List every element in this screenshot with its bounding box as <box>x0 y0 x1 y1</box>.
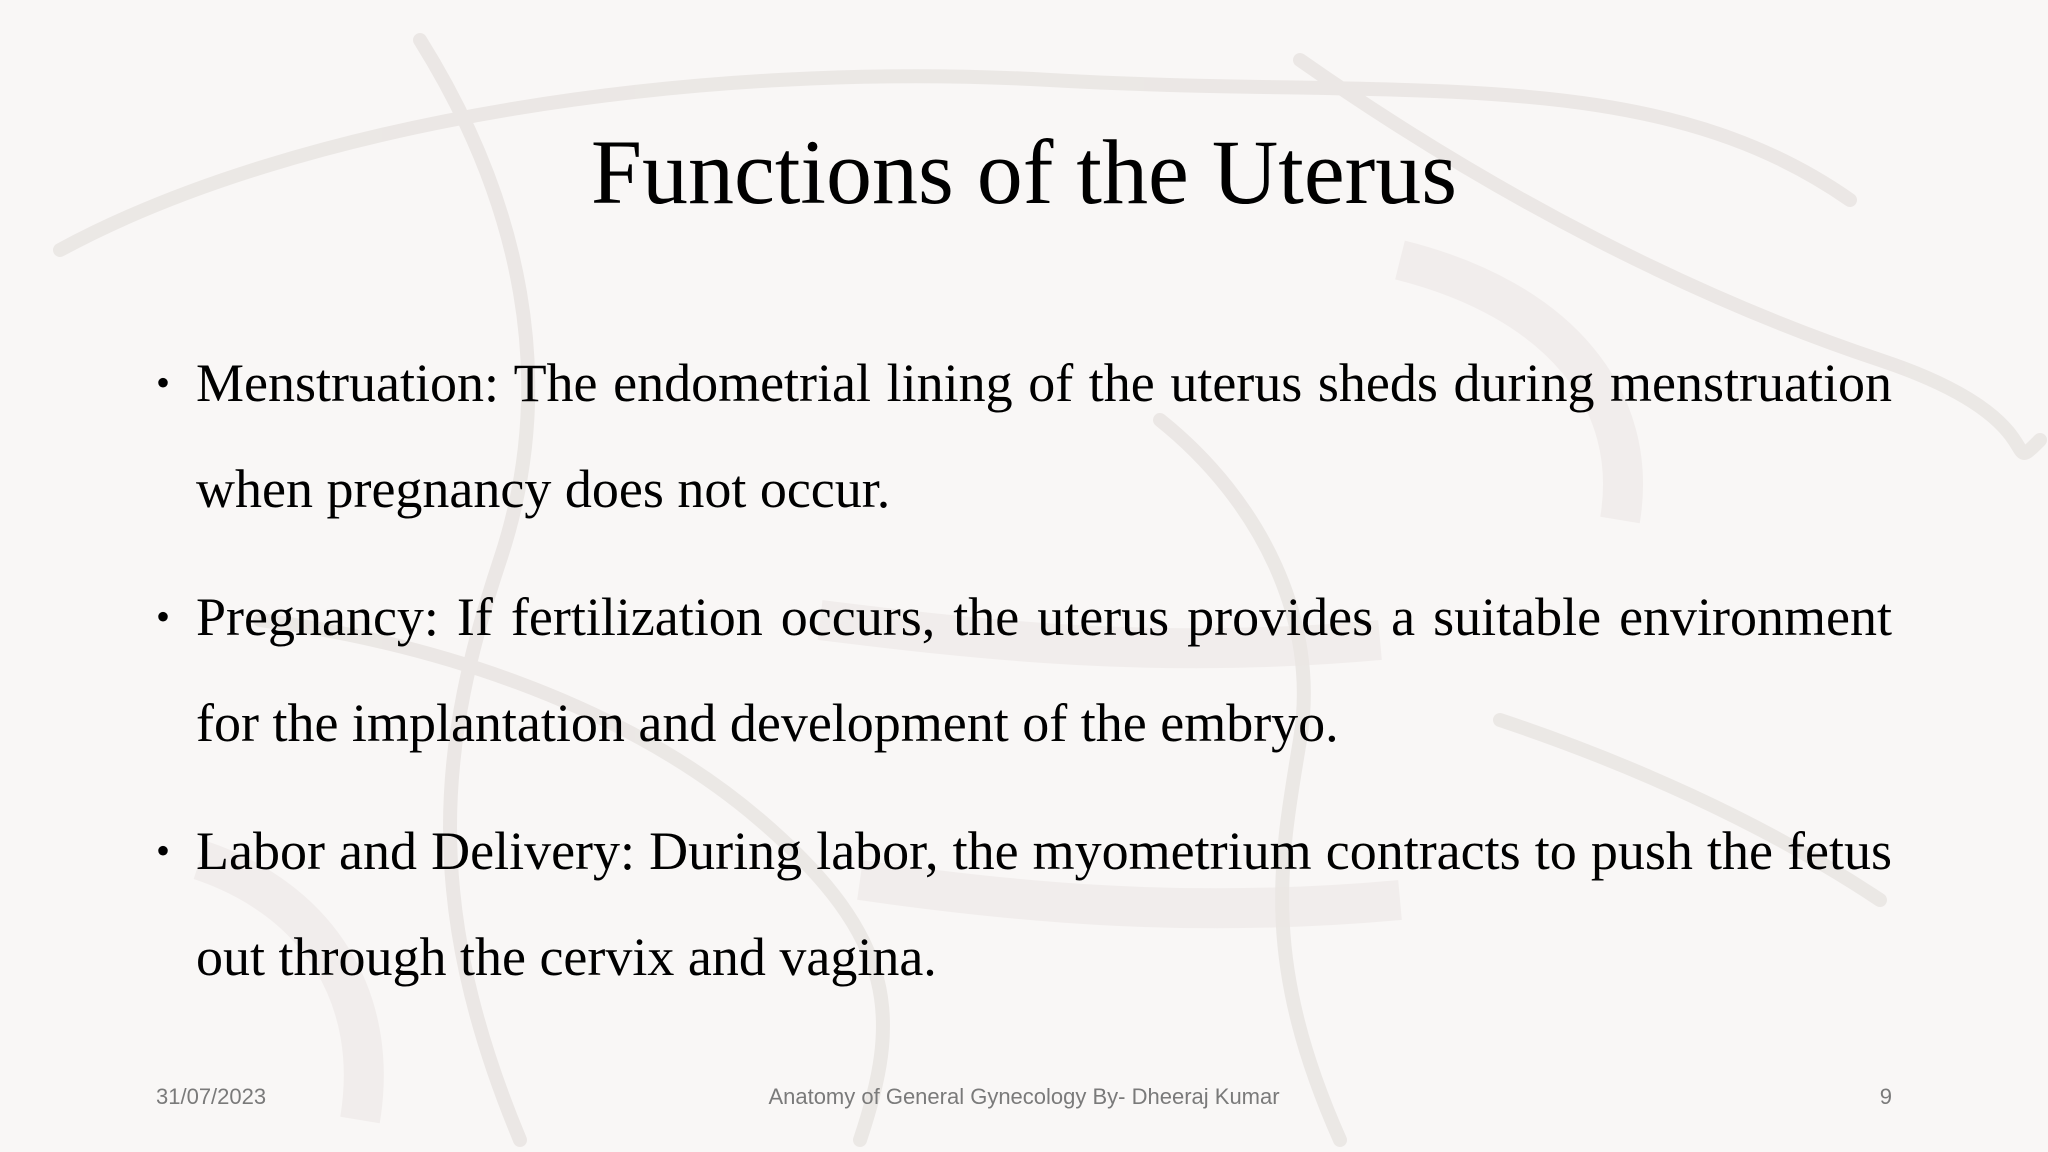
footer-title: Anatomy of General Gynecology By- Dheeraj Kumar <box>768 1084 1280 1109</box>
bullet-marker: • <box>156 360 171 405</box>
slide-title: Functions of the Uterus <box>590 121 1458 223</box>
bullet-text: Labor and Delivery: During labor, the myometrium contracts to push the fetus out through the cervix and vagina. <box>196 821 1892 987</box>
page-number: 9 <box>1879 1084 1892 1109</box>
bullet-text: Menstruation: The endometrial lining of the uterus sheds during menstruation when pregnancy does not occur. <box>196 353 1892 519</box>
bullet-text: Pregnancy: If fertilization occurs, the uterus provides a suitable environment for the implantation and development of the embryo. <box>196 587 1892 753</box>
bullet-marker: • <box>156 828 171 873</box>
bullet-marker: • <box>156 594 171 639</box>
bullet-item-labor-delivery <box>152 798 1892 1010</box>
bullet-list <box>152 330 1892 1032</box>
bullet-item-pregnancy <box>152 564 1892 776</box>
footer-date: 31/07/2023 <box>156 1084 267 1109</box>
bullet-item-menstruation <box>152 330 1892 542</box>
